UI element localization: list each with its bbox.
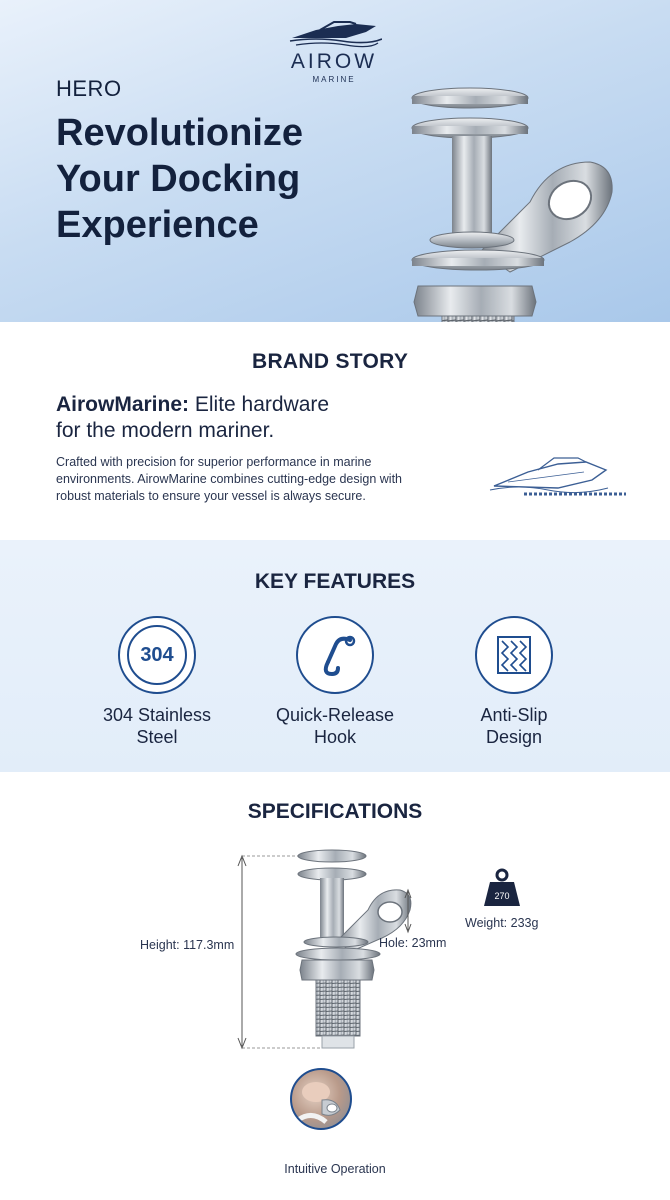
cleat-dimension-diagram	[230, 844, 430, 1074]
brand-tagline-rest: Elite hardware	[189, 393, 330, 416]
operation-photo	[290, 1068, 352, 1130]
hero-title-line-1: Revolutionize	[56, 112, 304, 154]
hero-title-line-3: Experience	[56, 204, 259, 246]
specifications-heading: SPECIFICATIONS	[247, 800, 423, 823]
anti-slip-pattern-icon	[492, 633, 536, 677]
weight-badge-value: 270	[494, 891, 510, 901]
feature-label-line1: Quick-Release	[275, 705, 395, 725]
brand-story-heading: BRAND STORY	[252, 350, 409, 373]
brand-tagline-line2: for the modern mariner.	[56, 419, 275, 442]
operation-label: Intuitive Operation	[284, 1162, 386, 1176]
feature-label-line1: Anti-Slip	[480, 705, 548, 725]
feature-stainless-steel	[77, 616, 237, 748]
feature-label	[434, 704, 594, 748]
hero-title	[56, 110, 386, 248]
steel-badge-icon	[118, 616, 196, 694]
yacht-logo-icon	[286, 18, 382, 48]
spec-height: Height: 117.3mm	[140, 938, 235, 952]
hand-operating-icon	[292, 1070, 352, 1130]
feature-label-line2: Hook	[313, 727, 357, 747]
weight-icon	[482, 868, 522, 908]
brand-story-body: Crafted with precision for superior performance in marine environments. AirowMarine combines cutting-edge design with robust materials to ensure your vessel is always secure.	[56, 455, 403, 503]
specifications-section	[0, 772, 670, 1200]
boat-line-icon	[488, 450, 628, 502]
hook-glyph-icon	[310, 630, 360, 680]
logo-sub: MARINE	[312, 75, 356, 84]
key-features-section	[0, 540, 670, 772]
feature-quick-release-hook	[255, 616, 415, 748]
logo-name: AIROW	[290, 50, 378, 73]
anti-slip-icon	[475, 616, 553, 694]
brand-tagline	[56, 392, 416, 444]
steel-badge-number: 304	[127, 625, 187, 685]
feature-label	[255, 704, 415, 748]
hero-title-line-2: Your Docking	[56, 158, 301, 200]
feature-label-line2: Steel	[136, 727, 178, 747]
hero-label: HERO	[56, 76, 122, 101]
spec-hole: Hole: 23mm	[379, 936, 447, 950]
brand-story-section	[0, 322, 670, 540]
key-features-heading: KEY FEATURES	[254, 570, 416, 593]
brand-tagline-name: AirowMarine:	[56, 393, 190, 416]
hook-icon	[296, 616, 374, 694]
brand-logo	[282, 18, 386, 84]
feature-label-line1: 304 Stainless	[102, 705, 212, 725]
feature-label	[77, 704, 237, 748]
feature-label-line2: Design	[485, 727, 543, 747]
spec-weight: Weight: 233g	[465, 916, 539, 930]
feature-anti-slip-design	[434, 616, 594, 748]
